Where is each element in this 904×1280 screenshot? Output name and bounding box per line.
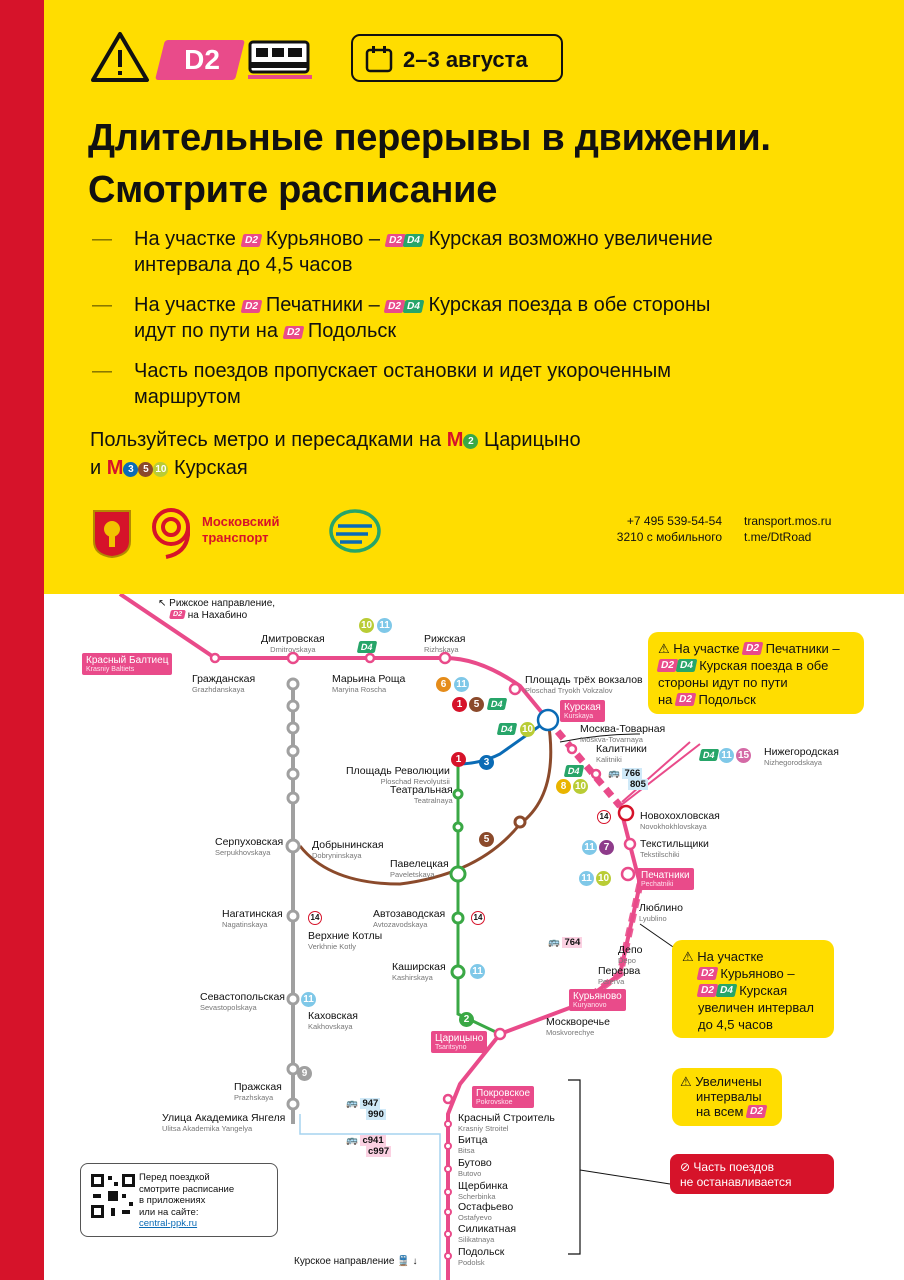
notice-text: интервалы xyxy=(696,1089,762,1104)
d4-chip: D4 xyxy=(675,659,697,672)
station-name-latin: Pererva xyxy=(598,977,625,986)
line-15-icon: 15 xyxy=(737,750,750,761)
station-name-latin: Pechatniki xyxy=(641,881,674,888)
station-name-latin: Podolsk xyxy=(458,1258,485,1267)
line-10-icon: 10 xyxy=(574,781,587,792)
station-name-latin: Dobryninskaya xyxy=(312,851,362,860)
station-kashirskaya[interactable] xyxy=(392,961,446,982)
notice-text: на всем xyxy=(696,1104,744,1119)
bus-route: 990 xyxy=(368,1109,384,1120)
station-name-latin: Grazhdanskaya xyxy=(192,685,245,694)
station-name-latin: Ostafyevo xyxy=(458,1213,492,1222)
metro-line-5-icon: 5 xyxy=(138,462,153,477)
bullet-text: На участке xyxy=(134,228,236,250)
station-name: Марьина Роща xyxy=(332,673,406,685)
station-name: Нижегородская xyxy=(764,746,839,758)
station-name-latin: Lyublino xyxy=(639,914,667,923)
title-line-1: Длительные перерывы в движении. xyxy=(88,117,771,159)
station-name-latin: Novokhokhlovskaya xyxy=(640,822,707,831)
metro-advice xyxy=(90,426,790,482)
warning-icon: ⚠ xyxy=(658,641,670,656)
station-pererva[interactable] xyxy=(598,965,640,986)
bus-route: 764 xyxy=(564,937,581,948)
notice-text: Курская xyxy=(739,983,788,998)
station-name: Курьяново xyxy=(573,991,622,1002)
line-11-icon: 11 xyxy=(301,992,316,1007)
station-name: Бутово xyxy=(458,1157,492,1169)
station-name: Подольск xyxy=(458,1246,505,1258)
line-3-icon: 3 xyxy=(479,755,494,770)
phone-number: +7 495 539-54-54 xyxy=(626,514,722,528)
station-pl-revolyutsii[interactable] xyxy=(346,765,450,786)
line-11-icon: 11 xyxy=(454,677,469,692)
station-butovo[interactable] xyxy=(458,1157,492,1178)
station-name-latin: Depo xyxy=(618,956,636,965)
station-name: Рижская xyxy=(424,633,466,645)
station-avtozavodskaya[interactable] xyxy=(373,908,445,929)
station-name: Каховская xyxy=(308,1010,358,1022)
telegram-link[interactable]: t.me/DtRoad xyxy=(744,530,812,544)
bus-icon: 🚌 xyxy=(548,937,560,948)
station-teatralnaya[interactable] xyxy=(390,784,453,805)
contacts-phone xyxy=(612,513,722,545)
station-kakhovskaya[interactable] xyxy=(308,1010,358,1031)
notice-text: Подольск xyxy=(698,692,756,707)
qr-text-line: или на сайте: xyxy=(139,1206,199,1218)
contacts-web xyxy=(744,513,831,545)
line-11-icon: 11 xyxy=(470,964,485,979)
station-name: Дмитровская xyxy=(261,633,325,645)
line-7-icon: 7 xyxy=(599,840,614,855)
bullet-text: Печатники – xyxy=(265,294,380,316)
bus-icon: 🚌 xyxy=(346,1135,358,1146)
station-name: Текстильщики xyxy=(640,838,709,850)
station-verkhnie-kotly[interactable] xyxy=(308,930,382,951)
d2-chip: D2 xyxy=(169,610,186,619)
d4-chip: D4 xyxy=(357,641,377,653)
station-name-latin: Prazhskaya xyxy=(234,1093,274,1102)
station-name: Щербинка xyxy=(458,1180,508,1192)
station-pechatniki[interactable] xyxy=(637,868,694,890)
station-name-latin: Sevastopolskaya xyxy=(200,1003,257,1012)
station-name: Верхние Котлы xyxy=(308,930,383,942)
notice-skipped-stops xyxy=(670,1154,834,1194)
page-title xyxy=(88,112,771,216)
train-icon: 🚆 xyxy=(397,1256,410,1267)
bus-stop-kalitniki xyxy=(608,768,648,790)
station-prazhskaya[interactable] xyxy=(234,1081,282,1102)
qr-text-line: Перед поездкой xyxy=(139,1172,210,1183)
station-name-latin: Kalitniki xyxy=(596,755,622,764)
station-name-latin: Tekstilschiki xyxy=(640,850,680,859)
d4-chip: D4 xyxy=(403,300,425,313)
station-name: Курская xyxy=(564,702,601,713)
line-14-icon: 14 xyxy=(471,911,485,925)
calendar-icon xyxy=(365,45,393,73)
d2-chip: D2 xyxy=(697,984,719,997)
bus-route: 766 xyxy=(624,768,641,779)
station-name-latin: Ploschad Tryokh Vokzalov xyxy=(525,686,613,695)
line-14-icon: 14 xyxy=(308,911,322,925)
notice-text: Печатники – xyxy=(765,641,840,656)
notice-text: На участке xyxy=(697,949,764,964)
d2-chip: D2 xyxy=(742,642,764,655)
station-name-latin: Ploschad Revolyutsii xyxy=(380,777,450,786)
station-name-latin: Butovo xyxy=(458,1169,482,1178)
wordmark-line-1: Московский xyxy=(202,514,280,529)
station-name: Гражданская xyxy=(192,673,256,685)
station-name-latin: Nagatinskaya xyxy=(222,920,268,929)
d4-chip: D4 xyxy=(403,234,425,247)
mobile-number: 3210 с мобильного xyxy=(616,530,722,544)
bullet-text: Курская возможно увеличение xyxy=(428,228,713,250)
bus-route: с941 xyxy=(362,1135,384,1146)
bus-icon: 🚌 xyxy=(608,768,620,779)
notice-text: Увеличены xyxy=(695,1074,762,1089)
station-name-latin: Krasniy Stroitel xyxy=(458,1124,509,1133)
d2-chip: D2 xyxy=(384,234,406,247)
bus-route: 947 xyxy=(362,1098,379,1109)
line-11-icon: 11 xyxy=(579,871,594,886)
line-11-icon: 11 xyxy=(582,840,597,855)
station-name: Серпуховская xyxy=(215,836,284,848)
wordmark-line-2: транспорт xyxy=(202,530,269,545)
d4-chip: D4 xyxy=(715,984,737,997)
d2-chip: D2 xyxy=(657,659,679,672)
line-2-icon: 2 xyxy=(459,1012,474,1027)
advice-text: Пользуйтесь метро и пересадками на xyxy=(90,429,442,451)
station-name: Новохохловская xyxy=(640,810,720,822)
station-name: Севастопольская xyxy=(200,991,285,1003)
station-name-latin: Kakhovskaya xyxy=(308,1022,353,1031)
bus-stop-yangelya xyxy=(346,1135,391,1157)
station-name-latin: Dmitrovskaya xyxy=(270,645,316,654)
line-1-icon: 1 xyxy=(451,752,466,767)
d4-chip: D4 xyxy=(487,698,507,710)
station-name: Улица Академика Янгеля xyxy=(162,1112,286,1124)
bullet-text: На участке xyxy=(134,294,236,316)
bullet-text: Курская поезда в обе стороны xyxy=(428,294,711,316)
station-name-latin: Krasniy Baltiets xyxy=(86,666,135,673)
metro-line-10-icon: 10 xyxy=(155,464,167,475)
station-nagatinskaya[interactable] xyxy=(222,908,283,929)
station-name: Калитники xyxy=(596,743,647,755)
station-sevastopolskaya[interactable] xyxy=(200,991,285,1012)
station-name: Пражская xyxy=(234,1081,282,1093)
notice-text: На участке xyxy=(673,641,740,656)
metro-line-3-icon: 3 xyxy=(123,462,138,477)
station-name: Нагатинская xyxy=(222,908,283,920)
station-tekstilshchiki[interactable] xyxy=(640,838,709,859)
moscow-transport-wordmark xyxy=(202,514,280,546)
qr-text-line: в приложениях xyxy=(139,1195,206,1206)
metro-line-2-icon: 2 xyxy=(463,434,478,449)
notice-text: Курьяново – xyxy=(720,966,795,981)
station-lyublino[interactable] xyxy=(639,902,683,923)
advice-text: и xyxy=(90,457,102,479)
station-yangelya[interactable] xyxy=(162,1112,285,1133)
station-novokhokhlovskaya[interactable] xyxy=(640,810,720,831)
station-podolsk[interactable] xyxy=(458,1246,504,1267)
warning-icon: ⚠ xyxy=(682,949,694,964)
title-line-2: Смотрите расписание xyxy=(88,169,498,211)
d4-chip: D4 xyxy=(564,765,584,777)
station-serpukhovskaya[interactable] xyxy=(215,836,283,857)
bullet-text: интервала до 4,5 часов xyxy=(134,254,353,276)
line-10-icon: 10 xyxy=(597,873,610,884)
moscow-coat-of-arms-icon xyxy=(90,507,134,559)
no-entry-icon: ⊘ xyxy=(680,1160,691,1174)
station-name-latin: Silikatnaya xyxy=(458,1235,495,1244)
station-krasny-stroitel[interactable] xyxy=(458,1112,555,1133)
metro-m-icon: М xyxy=(106,457,124,479)
station-kuryanovo[interactable] xyxy=(569,989,626,1011)
line-11-icon: 11 xyxy=(719,748,734,763)
bullet-item xyxy=(92,358,852,410)
station-paveletskaya[interactable] xyxy=(390,858,449,879)
notice-kuryanovo-kurskaya xyxy=(672,940,834,1038)
station-name-latin: Ulitsa Akademika Yangelya xyxy=(162,1124,253,1133)
qr-code-icon[interactable] xyxy=(89,1172,137,1220)
arrow-down-icon: ↓ xyxy=(412,1256,418,1267)
bus-stop-pokrovskoe xyxy=(346,1098,386,1120)
railway-logo-icon xyxy=(328,508,382,554)
station-name: Битца xyxy=(458,1134,488,1146)
station-silikatnaya[interactable] xyxy=(458,1223,516,1244)
bullet-dash: — xyxy=(92,294,112,316)
station-name: Каширская xyxy=(392,961,446,973)
warning-icon xyxy=(90,30,150,84)
d2-chip: D2 xyxy=(384,300,406,313)
station-moskva-tovarnaya[interactable] xyxy=(580,723,665,744)
station-nizhegorodskaya[interactable] xyxy=(764,746,839,767)
station-bitsa[interactable] xyxy=(458,1134,487,1155)
moscow-transport-logo-icon xyxy=(146,505,196,559)
station-kalitniki[interactable] xyxy=(596,743,647,764)
station-name: Москворечье xyxy=(546,1016,610,1028)
station-kurskaya[interactable] xyxy=(560,700,605,722)
station-name: Добрынинская xyxy=(312,839,384,851)
notice-text: стороны идут по пути xyxy=(658,675,788,690)
d2-chip: D2 xyxy=(697,967,719,980)
notice-text: Часть поездов xyxy=(693,1160,775,1174)
line-6-icon: 6 xyxy=(436,677,451,692)
kursk-direction-text: Курское направление xyxy=(294,1256,395,1267)
bullet-text: Подольск xyxy=(307,320,397,342)
qr-text-line: смотрите расписание xyxy=(139,1183,235,1195)
station-pokrovskoe[interactable] xyxy=(472,1086,534,1108)
station-name: Площадь трёх вокзалов xyxy=(525,674,643,686)
line-8-icon: 8 xyxy=(556,779,571,794)
bullet-text: Курьяново – xyxy=(265,228,381,250)
bus-icon: 🚌 xyxy=(346,1098,358,1109)
bus-route: с997 xyxy=(368,1146,390,1157)
bullet-text: Часть поездов пропускает остановки и идет укороченным xyxy=(134,360,671,382)
qr-website-link[interactable]: central-ppk.ru xyxy=(139,1218,198,1229)
station-name-latin: Kurskaya xyxy=(564,713,594,720)
line-11-icon: 11 xyxy=(377,618,392,633)
riga-direction xyxy=(158,598,275,622)
qr-text xyxy=(139,1172,234,1230)
bus-stop-depo xyxy=(548,937,582,948)
station-depo[interactable] xyxy=(618,944,642,965)
bullet-item xyxy=(92,292,852,344)
station-name: Депо xyxy=(618,944,643,956)
bullet-dash: — xyxy=(92,228,112,250)
station-name: Театральная xyxy=(390,784,453,796)
station-dmitrovskaya[interactable] xyxy=(261,633,325,654)
station-name-latin: Rizhskaya xyxy=(424,645,459,654)
arrow-up-left-icon: ↖ xyxy=(158,598,167,609)
station-name: Павелецкая xyxy=(390,858,449,870)
station-name-latin: Kashirskaya xyxy=(392,973,433,982)
date-box xyxy=(351,34,563,82)
station-name: Печатники xyxy=(641,870,690,881)
d2-chip: D2 xyxy=(240,234,262,247)
bullet-list xyxy=(92,226,852,424)
station-name: Остафьево xyxy=(458,1201,514,1213)
line-10-icon: 10 xyxy=(360,620,373,631)
station-tri-vokzala[interactable] xyxy=(525,674,643,695)
station-maryina-roshcha[interactable] xyxy=(332,673,405,694)
station-name-latin: Bitsa xyxy=(458,1146,475,1155)
station-name: Красный Строитель xyxy=(458,1112,555,1124)
station-name: Перерва xyxy=(598,965,641,977)
station-name-latin: Tsaritsyno xyxy=(435,1044,467,1051)
station-dobryninskaya[interactable] xyxy=(312,839,384,860)
bullet-text: идут по пути на xyxy=(134,320,278,342)
kursk-direction xyxy=(294,1256,417,1268)
metro-m-icon: М xyxy=(446,429,464,451)
station-name: Автозаводская xyxy=(373,908,446,920)
riga-direction-text-2: на Нахабино xyxy=(187,610,248,621)
notice-text: не останавливается xyxy=(680,1175,792,1189)
bullet-item xyxy=(92,226,852,278)
notice-text: Курская поезда в обе xyxy=(699,658,829,673)
line-1-icon: 1 xyxy=(452,697,467,712)
qr-info-box xyxy=(80,1163,278,1237)
notice-text: увеличен интервал xyxy=(698,1000,814,1015)
station-name-latin: Moskva-Tovarnaya xyxy=(580,735,643,744)
d2-chip: D2 xyxy=(675,693,697,706)
notice-text: до 4,5 часов xyxy=(698,1017,773,1032)
station-name: Москва-Товарная xyxy=(580,723,666,735)
riga-direction-text: Рижское направление, xyxy=(169,598,276,609)
bullet-text: маршрутом xyxy=(134,386,241,408)
station-name-latin: Avtozavodskaya xyxy=(373,920,428,929)
notice-text: на xyxy=(658,692,673,707)
line-10-icon: 10 xyxy=(521,724,534,735)
station-moskvorechye[interactable] xyxy=(546,1016,610,1037)
bullet-dash: — xyxy=(92,360,112,382)
d4-chip: D4 xyxy=(699,749,719,761)
station-name-latin: Nizhegorodskaya xyxy=(764,758,822,767)
line-14-icon: 14 xyxy=(597,810,611,824)
station-rizhskaya[interactable] xyxy=(424,633,466,654)
station-name-latin: Pokrovskoe xyxy=(476,1099,513,1106)
station-name: Царицыно xyxy=(435,1033,484,1044)
advice-station-2: Курская xyxy=(173,457,248,479)
notice-intervals xyxy=(672,1068,782,1126)
station-name-latin: Kuryanovo xyxy=(573,1002,607,1009)
station-name-latin: Moskvorechye xyxy=(546,1028,595,1037)
d4-chip: D4 xyxy=(497,723,517,735)
d2-chip: D2 xyxy=(240,300,262,313)
d2-chip: D2 xyxy=(746,1105,768,1118)
d2-line-badge-label: D2 xyxy=(184,44,220,75)
station-name-latin: Maryina Roscha xyxy=(332,685,387,694)
line-5-icon: 5 xyxy=(469,697,484,712)
station-grazhdanskaya[interactable] xyxy=(192,673,255,694)
station-name: Силикатная xyxy=(458,1223,517,1235)
station-name: Люблино xyxy=(639,902,683,914)
station-name-latin: Teatralnaya xyxy=(413,796,453,805)
advice-station-1: Царицыно xyxy=(483,429,581,451)
station-name-latin: Serpukhovskaya xyxy=(215,848,271,857)
station-ostafyevo[interactable] xyxy=(458,1201,513,1222)
line-9-icon: 9 xyxy=(297,1066,312,1081)
notice-pechatniki-kurskaya xyxy=(648,632,864,714)
station-name: Красный Балтиец xyxy=(86,655,169,666)
bus-route: 805 xyxy=(630,779,646,790)
station-name-latin: Scherbinka xyxy=(458,1192,496,1201)
station-name-latin: Paveletskaya xyxy=(390,870,435,879)
station-name-latin: Verkhnie Kotly xyxy=(308,942,356,951)
d2-chip: D2 xyxy=(282,326,304,339)
station-shcherbinka[interactable] xyxy=(458,1180,508,1201)
train-icon xyxy=(248,40,312,80)
station-name: Покровское xyxy=(476,1088,531,1099)
date-text: 2–3 августа xyxy=(403,47,528,72)
warning-icon: ⚠ xyxy=(680,1074,692,1089)
website-link[interactable]: transport.mos.ru xyxy=(744,514,832,528)
line-5-icon: 5 xyxy=(479,832,494,847)
station-name: Площадь Революции xyxy=(346,765,450,777)
station-tsaritsyno[interactable] xyxy=(431,1031,487,1053)
station-krasny-baltiets[interactable] xyxy=(82,653,172,675)
